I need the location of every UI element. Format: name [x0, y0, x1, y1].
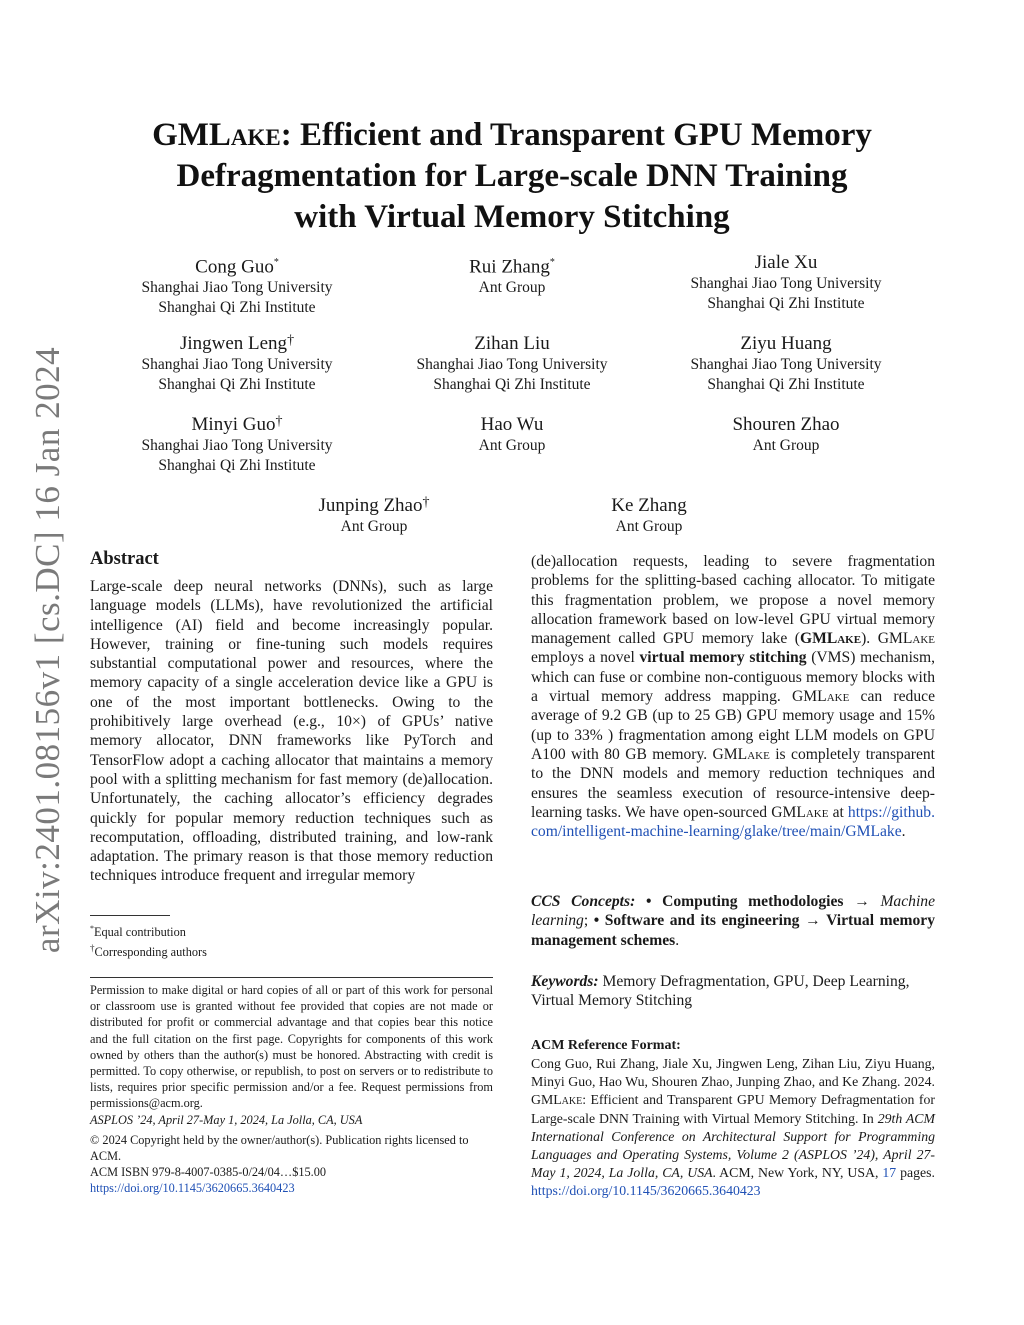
abstract-text: .	[901, 823, 906, 841]
arxiv-stamp-text: arXiv:2401.08156v1 [cs.DC] 16 Jan 2024	[28, 346, 67, 954]
author-name: Minyi Guo	[191, 414, 276, 435]
permission-text: Permission to make digital or hard copies of all or part of this work for personal or classroom use is granted without fee provided that copies are not made or distributed for profit or commercial advantage and that copies bear this notice and the full citation on the first page. Copyrights for components of this work owned by others than the author(s) must be honored. Abstracting with credit is permitted. To copy otherwise, or republish, to post on servers or to redistribute to lists, requires prior specific permission and/or a fee. Request permissions from permissions@acm.org.	[90, 983, 493, 1111]
author-affiliation: Shanghai Qi Zhi Institute	[707, 376, 865, 393]
permission-rule	[90, 977, 493, 978]
author-name: Ziyu Huang	[740, 333, 832, 354]
vms-term: virtual memory stitching	[639, 649, 807, 667]
author-name: Cong Guo	[195, 256, 274, 278]
author-card	[509, 495, 789, 537]
author-affiliation: Shanghai Qi Zhi Institute	[158, 457, 316, 474]
author-affiliation: Ant Group	[615, 518, 683, 535]
permission-venue: ASPLOS ’24, April 27-May 1, 2024, La Jolla, CA, USA	[90, 1112, 363, 1127]
author-card	[372, 414, 652, 456]
permission-copyright: © 2024 Copyright held by the owner/author(s). Publication rights licensed to ACM.	[90, 1132, 469, 1164]
github-link[interactable]: https://github.com/intelligent-machine-learning/glake/tree/main/GMLake	[531, 803, 935, 841]
ccs-concepts	[531, 892, 935, 950]
reference-pages-label: pages.	[896, 1165, 935, 1181]
permission-block	[90, 982, 493, 1197]
system-name: GMLake	[799, 630, 862, 648]
title-line2: Defragmentation for Large-scale DNN Training	[176, 158, 848, 194]
abstract-text: ).	[861, 630, 878, 648]
author-name: Rui Zhang	[469, 256, 550, 278]
footnotes	[90, 921, 490, 961]
author-card	[646, 252, 926, 314]
author-card	[646, 333, 926, 395]
author-mark: *	[549, 257, 555, 268]
abstract-text: at	[828, 803, 848, 821]
ccs-end: .	[675, 931, 680, 949]
author-card	[97, 333, 377, 395]
author-card	[97, 252, 377, 318]
author-card	[646, 414, 926, 456]
title-line3: with Virtual Memory Stitching	[294, 199, 730, 235]
author-affiliation: Shanghai Jiao Tong University	[141, 437, 333, 454]
reference-doi-link[interactable]: https://doi.org/10.1145/3620665.3640423	[531, 1183, 761, 1199]
title-system-name: GMLake	[152, 117, 281, 153]
author-name: Zihan Liu	[474, 333, 550, 354]
system-name: GMLake	[771, 803, 829, 821]
reference-text	[531, 1055, 935, 1201]
author-affiliation: Shanghai Jiao Tong University	[141, 279, 333, 297]
author-card	[234, 495, 514, 537]
ccs-arrow: →	[843, 893, 881, 910]
title-line1: : Efficient and Transparent GPU Memory	[280, 117, 872, 153]
author-affiliation: Ant Group	[340, 518, 408, 535]
author-mark: †	[422, 495, 430, 510]
ccs-concept: Machine learning	[531, 893, 935, 930]
author-card	[372, 252, 652, 298]
reference-title: : Efficient and Transparent GPU Memory Defragmentation for Large-scale DNN Training with Virtual Memory Stitching. In	[531, 1092, 935, 1126]
ccs-label: CCS Concepts:	[531, 893, 636, 910]
abstract-text: (VMS) mechanism, which can fuse or combine non-contiguous memory blocks with a virtual memory address mapping.	[531, 649, 935, 706]
reference-pages-link[interactable]: 17	[882, 1165, 897, 1181]
author-card	[97, 414, 377, 476]
permission-doi-link[interactable]: https://doi.org/10.1145/3620665.3640423	[90, 1181, 295, 1196]
system-name: GMLake	[792, 688, 850, 706]
ccs-concept: • Computing methodologies	[645, 893, 844, 910]
footnote-equal: Equal contribution	[94, 925, 186, 940]
abstract-heading: Abstract	[90, 549, 159, 569]
author-card	[372, 333, 652, 395]
author-affiliation: Shanghai Jiao Tong University	[141, 356, 333, 373]
ccs-arrow: →	[799, 912, 827, 930]
author-name: Shouren Zhao	[732, 414, 840, 435]
arxiv-stamp	[28, 346, 67, 954]
author-affiliation: Ant Group	[478, 279, 546, 297]
keywords-text: Memory Defragmentation, GPU, Deep Learning, Virtual Memory Stitching	[531, 973, 910, 1010]
author-affiliation: Shanghai Qi Zhi Institute	[707, 295, 865, 312]
footnote-mark: *	[90, 924, 94, 933]
author-name: Junping Zhao	[318, 495, 423, 516]
footnote-rule	[90, 915, 170, 916]
abstract-text: (de)allocation requests, leading to severe fragmentation problems for the splitting-based caching allocator. To mitigate this fragmentation problem, we propose a novel memory allocation framework based on low-level GPU virtual memory management called GPU memory lake (	[531, 553, 935, 648]
author-affiliation: Ant Group	[752, 437, 820, 454]
author-mark: †	[275, 414, 283, 429]
reference-publisher: . ACM, New York, NY, USA,	[712, 1165, 883, 1181]
system-name: GMLake	[712, 745, 770, 763]
footnote-corresponding: Corresponding authors	[94, 945, 207, 960]
keywords-label: Keywords:	[531, 973, 599, 990]
author-affiliation: Shanghai Jiao Tong University	[690, 275, 882, 292]
abstract-text: is completely transparent to the DNN models and memory reduction techniques and ensures the seamless execution of resource-intensive deep-learning tasks. We have open-sourced	[531, 745, 935, 821]
author-affiliation: Shanghai Jiao Tong University	[690, 356, 882, 373]
permission-isbn: ACM ISBN 979-8-4007-0385-0/24/04…$15.00	[90, 1165, 327, 1180]
author-affiliation: Shanghai Qi Zhi Institute	[158, 299, 316, 317]
reference-heading: ACM Reference Format:	[531, 1038, 681, 1053]
author-name: Hao Wu	[480, 414, 544, 435]
ccs-concept: • Software and its engineering	[593, 912, 800, 930]
system-name: GMLake	[877, 630, 935, 648]
abstract-right-text	[531, 552, 935, 841]
ccs-concept: Virtual memory management schemes	[531, 912, 936, 949]
author-affiliation: Shanghai Jiao Tong University	[416, 356, 608, 373]
reference-venue: 29th ACM International Conference on Architectural Support for Programming Languages and Operating Systems, Volume 2 (ASPLOS ’24), April 27-May 1, 2024, La Jolla, CA, USA	[531, 1110, 935, 1181]
paper-title	[100, 115, 924, 238]
author-affiliation: Ant Group	[478, 437, 546, 454]
reference-authors: Cong Guo, Rui Zhang, Jiale Xu, Jingwen Leng, Zihan Liu, Ziyu Huang, Minyi Guo, Hao Wu, Shouren Zhao, Junping Zhao, and Ke Zhang. 2024.	[531, 1056, 935, 1090]
author-name: Ke Zhang	[611, 495, 687, 516]
abstract-text: can reduce average of 9.2 GB (up to 25 GB) GPU memory usage and 15% (up to 33% ) fragmentation among eight LLM models on GPU A100 with 80 GB memory.	[531, 688, 935, 763]
author-affiliation: Shanghai Qi Zhi Institute	[433, 376, 591, 393]
ccs-separator: ;	[583, 912, 594, 930]
author-mark: *	[273, 257, 279, 268]
author-name: Jiale Xu	[754, 252, 818, 273]
system-name: GMLake	[531, 1092, 583, 1108]
author-name: Jingwen Leng	[179, 333, 288, 354]
author-affiliation: Shanghai Qi Zhi Institute	[158, 376, 316, 393]
author-mark: †	[287, 333, 295, 348]
footnote-mark: †	[90, 943, 95, 954]
abstract-left-text: Large-scale deep neural networks (DNNs), such as large language models (LLMs), have revolutionized the artificial intelligence (AI) field and become increasingly popular. However, training or fine-tuning such models requires substantial computational power and resources, where the memory capacity of a single acceleration device like a GPU is one of the most important bottlenecks. Owing to the prohibitively large overhead (e.g., 10×) of GPUs’ native memory allocator, DNN frameworks like PyTorch and TensorFlow adopt a caching allocator that maintains a memory pool with a splitting mechanism for fast memory (de)allocation. Unfortunately, the caching allocator’s efficiency degrades quickly for popular memory reduction techniques such as recomputation, offloading, distributed training, and low-rank adaptation. The primary reason is that those memory reduction techniques introduce frequent and irregular memory	[90, 578, 493, 885]
abstract-text: employs a novel	[531, 649, 640, 667]
keywords	[531, 972, 935, 1011]
